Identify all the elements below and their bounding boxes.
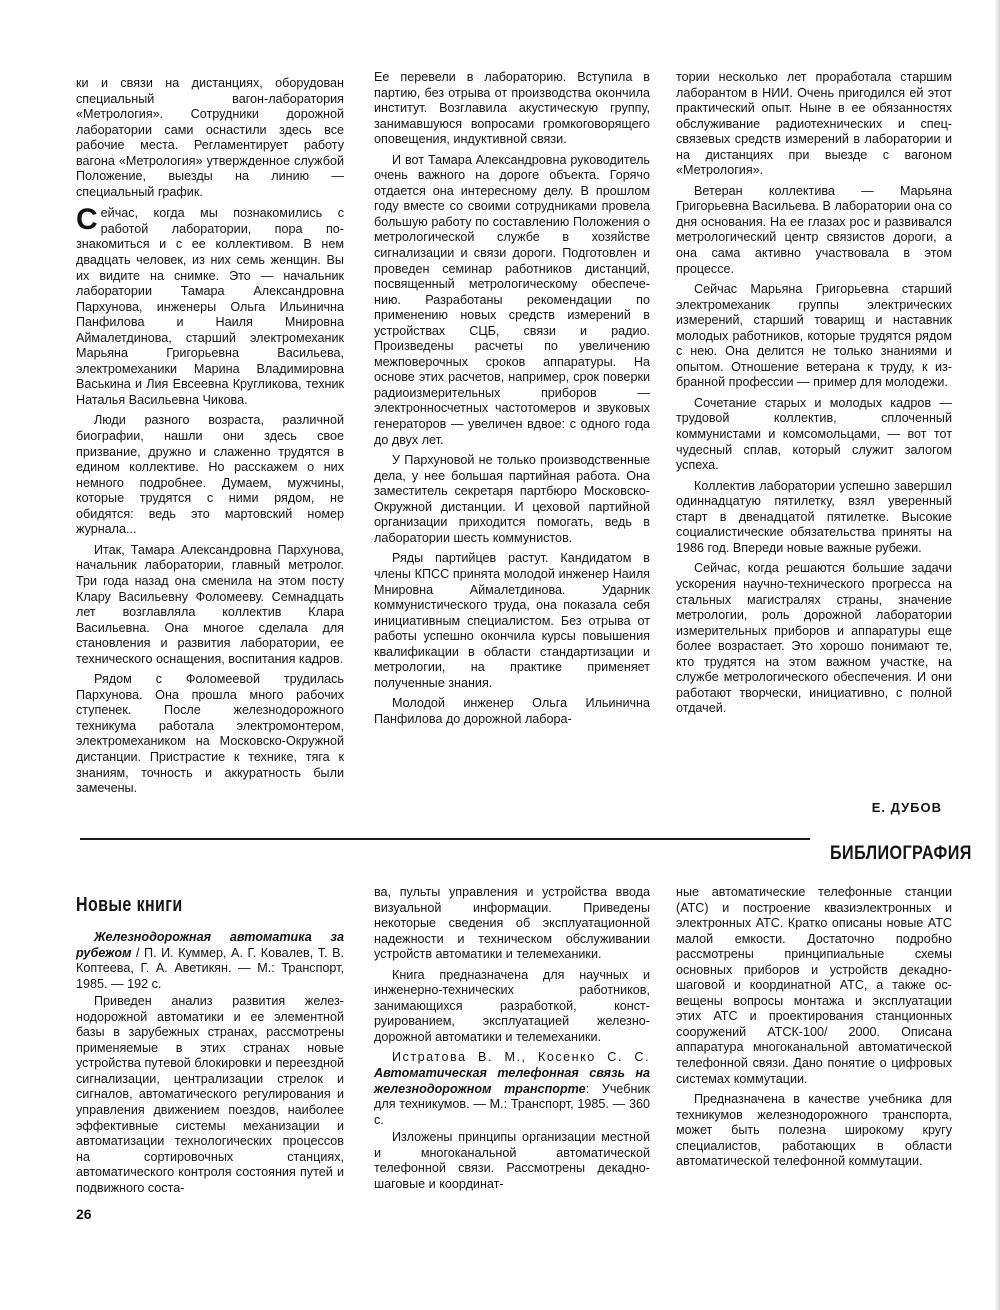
article-column-1 xyxy=(76,76,344,802)
book-description: ные автоматические телефонные станции (АТС) и построение квазиэлектронных и электронных АТС. Кратко описаны новые АТС малой емкости. Достаточно подробно рассмотрены принципиальные схемы основных приборов и устройств декадно-шаговой и координатной АТС, а также освещены вопросы монтажа и эксплуатации этих АТС и проектирования станционных сооружений АТСК-100/ 2000. Описана аппаратура многоканальной автоматической телефонной связи. Дано понятие о цифровых системах коммутации. xyxy=(676,885,952,1086)
article-paragraph: Ее перевели в лабораторию. Вступила в партию, без отрыва от производства окончила институт. Возглавила акустическую группу, занимавшуюся вопросами громкоговорящего оповещения, индуктивной связи. xyxy=(374,70,650,147)
article-paragraph: Сейчас Марьяна Григорьевна старший электромеханик группы электрических измерений, старший товарищ и наставник молодых работников, которые трудятся рядом с нею. Она делится не только знаниями и опытом. Отношение ветерана к труду, к избранной профессии — пример для молодежи. xyxy=(676,282,952,390)
article-paragraph: Коллектив лаборатории успешно завершил одиннадцатую пятилетку, взял уверенный старт в двенадцатой пятилетке. Высокие социалистические обязательства приняты на 1986 год. Впереди новые важные рубежи. xyxy=(676,478,952,555)
article-paragraph-dropcap xyxy=(76,203,344,408)
article-paragraph: тории несколько лет проработала старшим лаборантом в НИИ. Очень пригодился ей этот практический опыт. Ныне в ее обязанностях обслуживание радиотехнических и спецсвязевых средств измерений в лаборатории и на дистанциях при выезде с вагоном «Метрология». xyxy=(676,70,952,178)
article-paragraph: У Пархуновой не только производственные дела, у нее большая партийная работа. Она заместитель секретаря партбюро Московско-Окружной дистанции. И цеховой партийной организации приходится помогать, ведь в лаборатории шесть коммунистов. xyxy=(374,453,650,545)
article-paragraph: Рядом с Фоломеевой трудилась Пархунова. Она прошла много рабочих ступенек. После железнодорожного техникума работала электромонтером, электромехаником на Московско-Окружной дистанции. Пристрастие к технике, тяга к знаниям, точность и аккуратность были замечены. xyxy=(76,672,344,796)
books-column-1 xyxy=(76,930,344,1201)
book-description: Книга предназначена для научных и инженерно-технических работников, занимающихся разработкой, конструированием, эксплуатацией железнодорожной автоматики и телемеханики. xyxy=(374,967,650,1044)
book-title: Автоматическая телефонная связь на железнодорожном транспорте xyxy=(374,1066,650,1096)
books-column-3 xyxy=(676,885,952,1175)
article-paragraph: И вот Тамара Александровна руководитель очень важного на дороге объекта. Горячо отдается она интересному делу. В прошлом году вместе со своими сотрудниками провела большую работу по составлению Положения о метрологической службе в хозяйстве сигнализации и связи дороги. Подготовлен и проведен семинар работников дистанций, посвященный метрологическому обеспечению. Разработаны рекомендации по применению новых средств измерений в устройствах СЦБ, связи и радио. Произведены расчеты по увеличению межповерочных сроков аппаратуры. На основе этих расчетов, например, срок поверки радиоизмерительных приборов — электронносчетных частотомеров и звуковых генераторов — увеличен вдвое: с одного года до двух лет. xyxy=(374,152,650,447)
books-column-2 xyxy=(374,885,650,1197)
section-divider xyxy=(80,838,810,840)
book-meta: / П. И. Куммер, А. Г. Ковалев, Т. В. Коптеева, Г. А. Аветикян. — М.: Транспорт, 1985. — 192 с. xyxy=(76,945,344,991)
article-column-3 xyxy=(676,70,952,722)
article-paragraph: Люди разного возраста, различной биографии, нашли они здесь свое призвание, дружно и слаженно трудятся в едином коллективе. Но расскажем о них немного подробнее. Думаем, мужчины, которые трудятся с ними рядом, не обидятся: ведь это мартовский номер журнала... xyxy=(76,413,344,537)
article-paragraph-text: ейчас, когда мы познакомились с работой лаборатории, пора познакомиться и с ее коллективом. В нем двадцать человек, из них семь женщин. Вы их видите на снимке. Это — начальник лаборатории Тамара Александровна Пархунова, инженеры Ольга Ильинична Панфилова и Наиля Мнировна Аймалетдинова, старший электромеханик Марьяна Григорьевна Васильева, электромеханики Марина Владимировна Васькина и Лия Евсеевна Кругликова, техник Наталья Васильевна Чикова. xyxy=(76,206,344,407)
section-label: БИБЛИОГРАФИЯ xyxy=(830,843,972,864)
article-paragraph: ки и связи на дистанциях, оборудован специальный вагон-лаборатория «Метрология». Сотрудники дорожной лаборатории сами оснастили здесь все рабочие места. Регламентирует работу вагона «Метрология» утвержденное службой Положение, выезды на линию — специальный график. xyxy=(76,76,344,199)
article-paragraph: Итак, Тамара Александровна Пархунова, начальник лаборатории, главный метролог. Три года назад она сменила на этом посту Клару Васильевну Фоломееву. Семнадцать лет возглавляла коллектив Клара Васильевна. Она многое сделала для становления и развития лаборатории, ее технического оснащения, воспитания кадров. xyxy=(76,542,344,666)
article-paragraph: Ветеран коллектива — Марьяна Григорьевна Васильева. В лаборатории она со дня основания. На ее глазах рос и развивался метрологический центр связистов дороги, а она сама активно участвовала в этом процессе. xyxy=(676,183,952,276)
article-paragraph: Ряды партийцев растут. Кандидатом в члены КПСС принята молодой инженер Наиля Мнировна Аймалетдинова. Ударник коммунистического труда, она показала себя инициативным специалистом. Без отрыва от работы успешно окончила курсы повышения квалификации в области стандартизации и метрологии, на практике применяет полученные знания. xyxy=(374,551,650,690)
books-heading: Новые книги xyxy=(76,894,183,916)
article-author: Е. ДУБОВ xyxy=(871,800,942,815)
page-edge-shadow xyxy=(994,0,1000,1310)
book-description: ва, пульты управления и устройства ввода визуальной информации. Приведены некоторые сведения об эксплуатационной надежности и техническом обслуживании устройств автоматики и телемеханики. xyxy=(374,885,650,962)
article-column-2 xyxy=(374,70,650,732)
book-description: Приведен анализ развития железнодорожной автоматики и ее элементной базы в зарубежных странах, рассмотрены применяемые в этих странах новые устройства путевой блокировки и переездной сигнализации, централизации стрелок и сигналов, автоматического регулирования и управления движением поездов, наиболее эффективные системы механизации и автоматизации технологических процессов на сортировочных станциях, автоматического контроля состояния путей и подвижного соста- xyxy=(76,994,344,1195)
book-entry-citation xyxy=(76,930,344,992)
page-number: 26 xyxy=(76,1206,92,1222)
article-paragraph: Молодой инженер Ольга Ильинична Панфилова до дорожной лабора- xyxy=(374,696,650,726)
book-title: Железнодорожная автоматика за рубежом xyxy=(76,930,344,960)
book-meta: : Учебник для техникумов. — М.: Транспорт, 1985. — 360 с. xyxy=(374,1081,650,1127)
drop-cap-letter: С xyxy=(76,203,98,237)
book-description: Предназначена в качестве учебника для техникумов железнодорожного транспорта, может быть полезна широкому кругу специалистов, работающих в области автоматической телефонной коммутации. xyxy=(676,1092,952,1169)
book-authors: Истратова В. М., Косенко С. С. xyxy=(392,1050,650,1065)
article-paragraph: Сочетание старых и молодых кадров — трудовой коллектив, сплоченный коммунистами и комсомольцами, — вот тот чудесный сплав, который служит залогом успеха. xyxy=(676,395,952,473)
article-paragraph: Сейчас, когда решаются большие задачи ускорения научно-технического прогресса на стальных магистралях страны, значение метрологии, роль дорожной лаборатории измерительных приборов и аппаратуры еще более возрастает. Это хорошо понимают те, кто трудятся на этом важном участке, на службе метрологического обеспечения. И они работают творчески, инициативно, с полной отдачей. xyxy=(676,561,952,716)
book-entry-citation xyxy=(374,1050,650,1128)
book-description: Изложены принципы организации местной и многоканальной автоматической телефонной связи. Рассмотрены декадно-шаговые и координат- xyxy=(374,1130,650,1191)
